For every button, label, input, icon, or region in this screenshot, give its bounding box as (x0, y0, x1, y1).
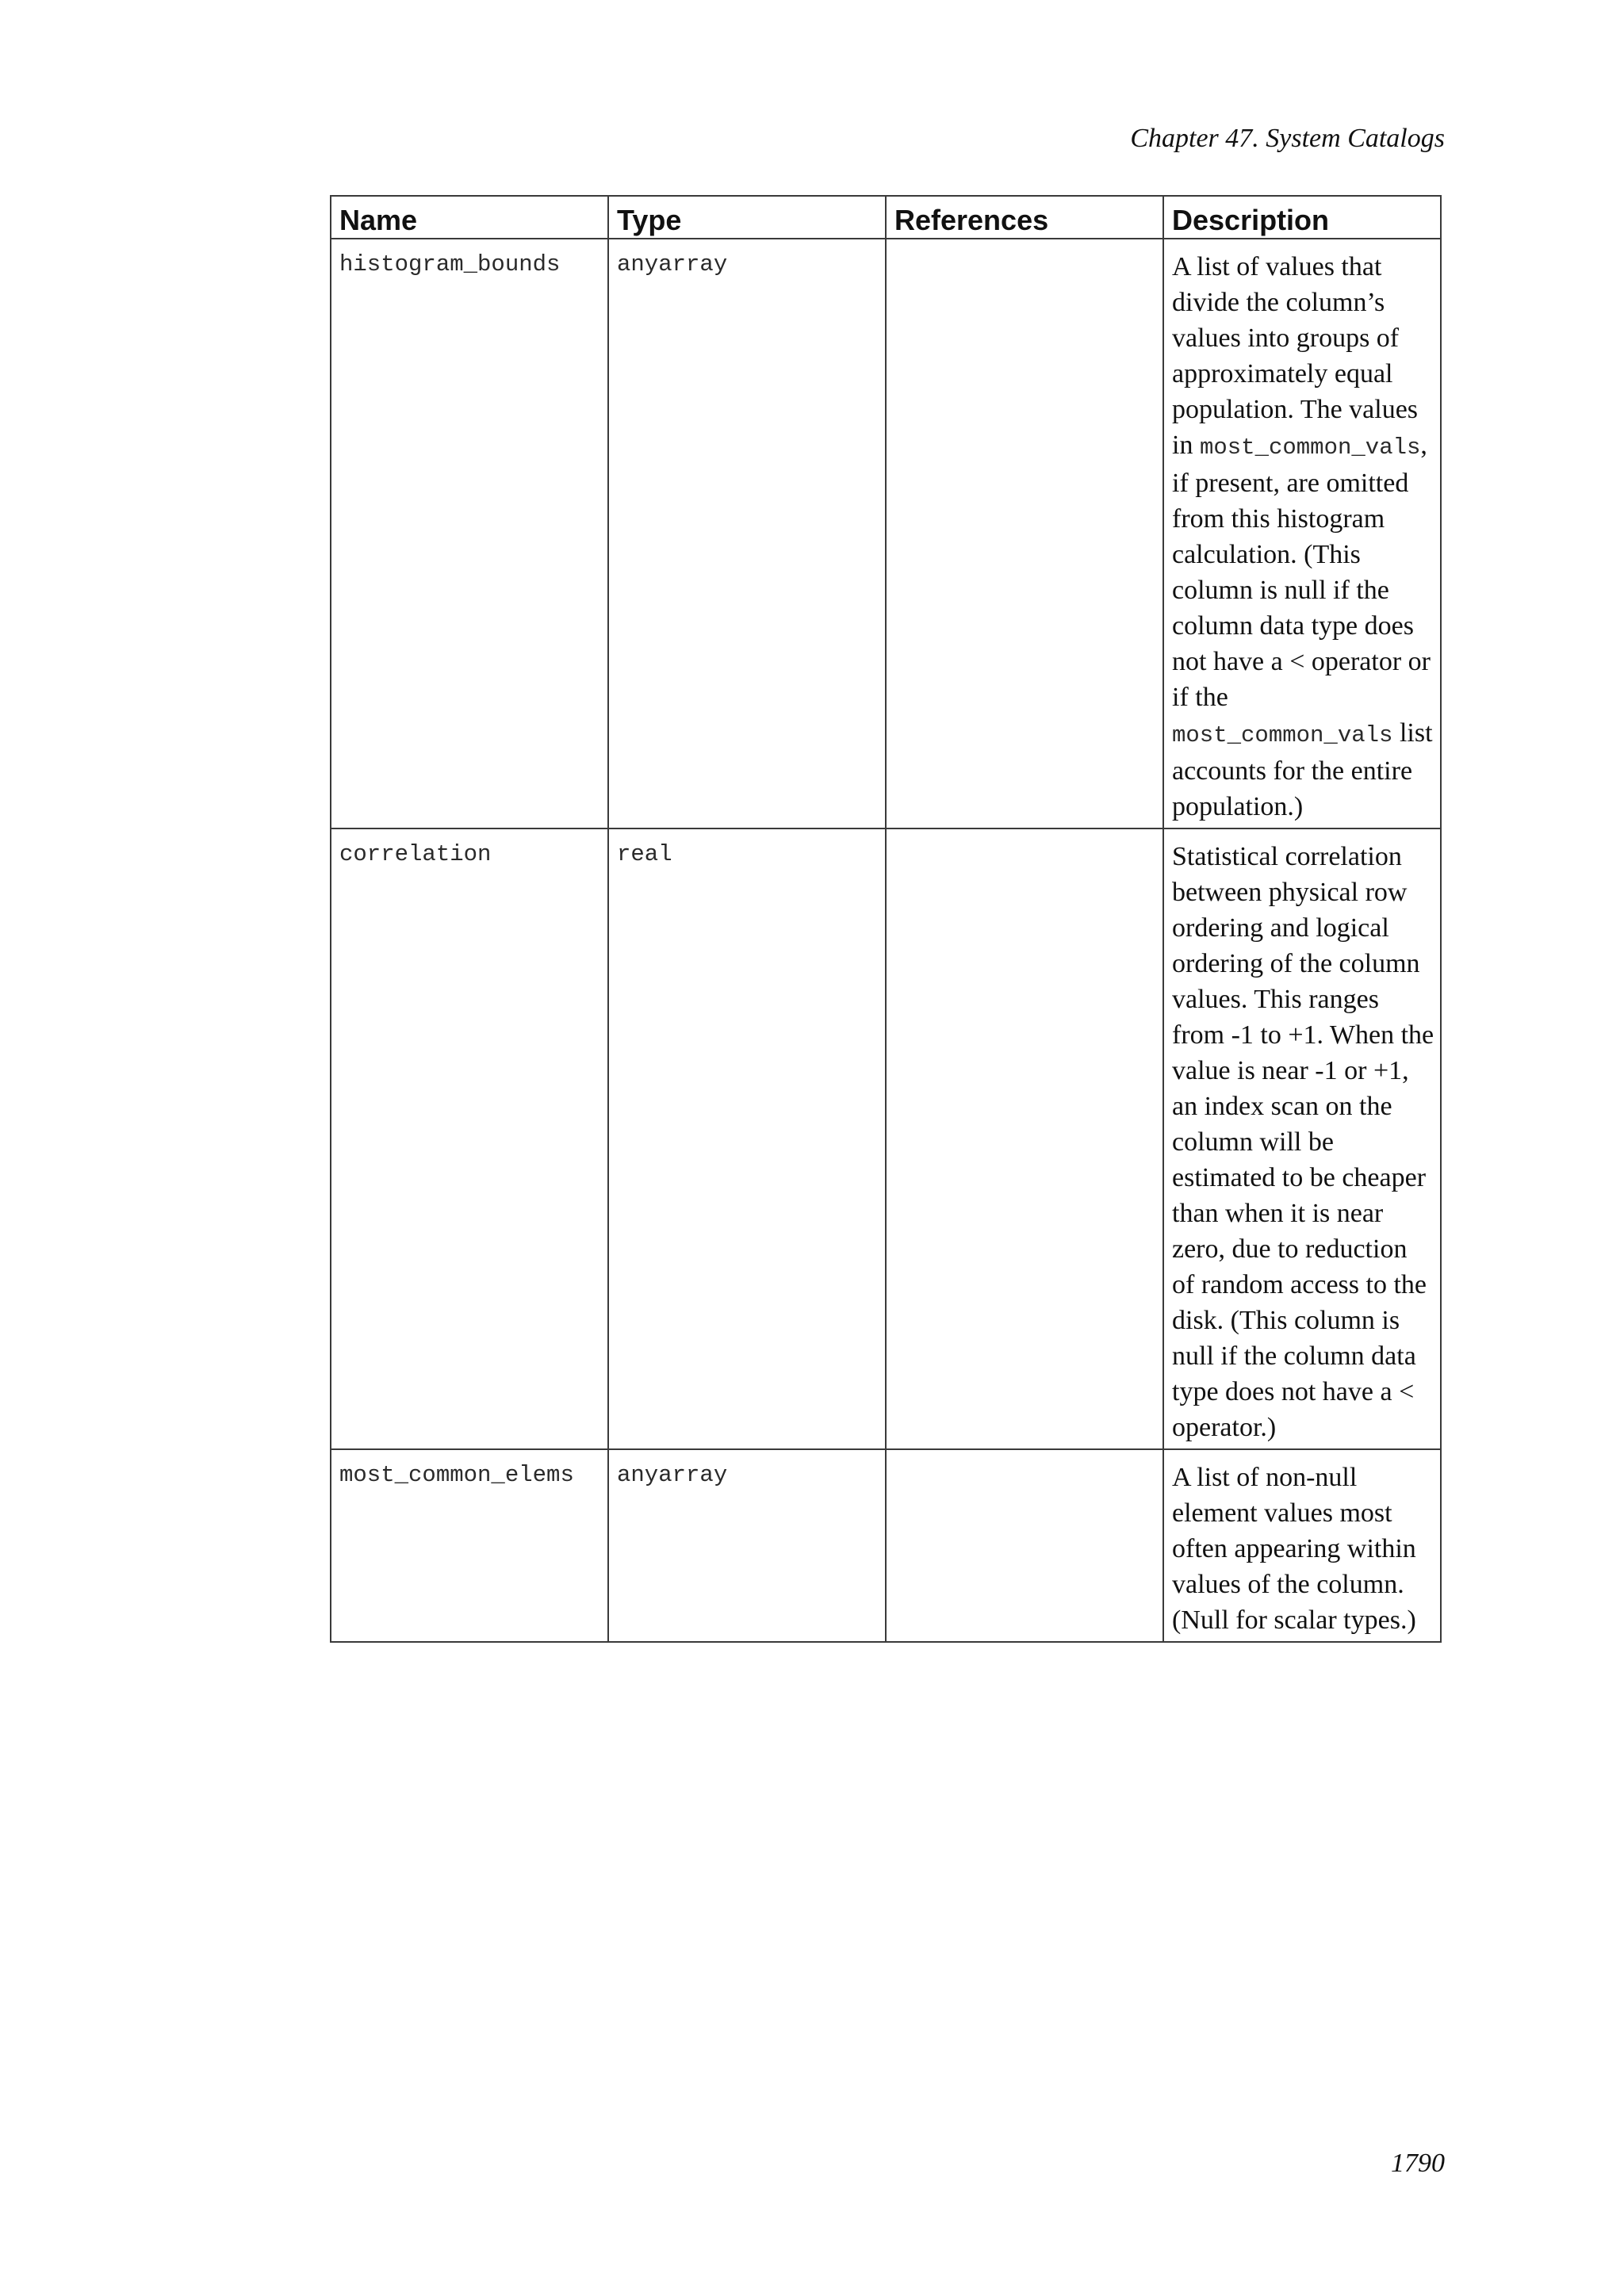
column-header-name: Name (331, 196, 608, 239)
running-header: Chapter 47. System Catalogs (1130, 124, 1445, 153)
column-type: anyarray (617, 251, 728, 277)
table-row (331, 828, 1441, 1449)
column-header-type: Type (608, 196, 886, 239)
cell-name (331, 239, 608, 828)
description-text: list accounts for the entire population.) (1172, 718, 1433, 821)
description-code: most_common_vals (1199, 434, 1421, 461)
column-name: correlation (339, 841, 492, 867)
column-type: anyarray (617, 1462, 728, 1488)
column-header-description: Description (1163, 196, 1441, 239)
catalog-columns-table (330, 195, 1442, 1643)
table-header-row (331, 196, 1441, 239)
cell-description (1163, 239, 1441, 828)
description-text: A list of values that divide the column’s values into groups of approximately equal population. The values in (1172, 252, 1419, 460)
cell-references (886, 828, 1163, 1449)
table-row (331, 239, 1441, 828)
cell-description (1163, 828, 1441, 1449)
description-code: most_common_vals (1172, 722, 1393, 748)
description-text: A list of non-null element values most often appearing within values of the column. (Null for scalar types.) (1172, 1463, 1416, 1635)
table-row (331, 1449, 1441, 1642)
column-header-references: References (886, 196, 1163, 239)
description-text: Statistical correlation between physical row ordering and logical ordering of the column values. This ranges from -1 to +1. When the value is near -1 or +1, an index scan on the column will be estimated to be cheaper than when it is near zero, due to reduction of random access to the disk. (This column is null if the column data type does not have a < operator.) (1172, 842, 1434, 1442)
cell-type (608, 1449, 886, 1642)
column-type: real (617, 841, 672, 867)
page-number: 1790 (1391, 2149, 1445, 2178)
cell-type (608, 828, 886, 1449)
cell-type (608, 239, 886, 828)
cell-references (886, 239, 1163, 828)
cell-references (886, 1449, 1163, 1642)
cell-name (331, 1449, 608, 1642)
cell-name (331, 828, 608, 1449)
column-name: most_common_elems (339, 1462, 574, 1488)
cell-description (1163, 1449, 1441, 1642)
column-name: histogram_bounds (339, 251, 561, 277)
description-text: , if present, are omitted from this histogram calculation. (This column is null if the column data type does not have a < operator or if the (1172, 430, 1431, 712)
